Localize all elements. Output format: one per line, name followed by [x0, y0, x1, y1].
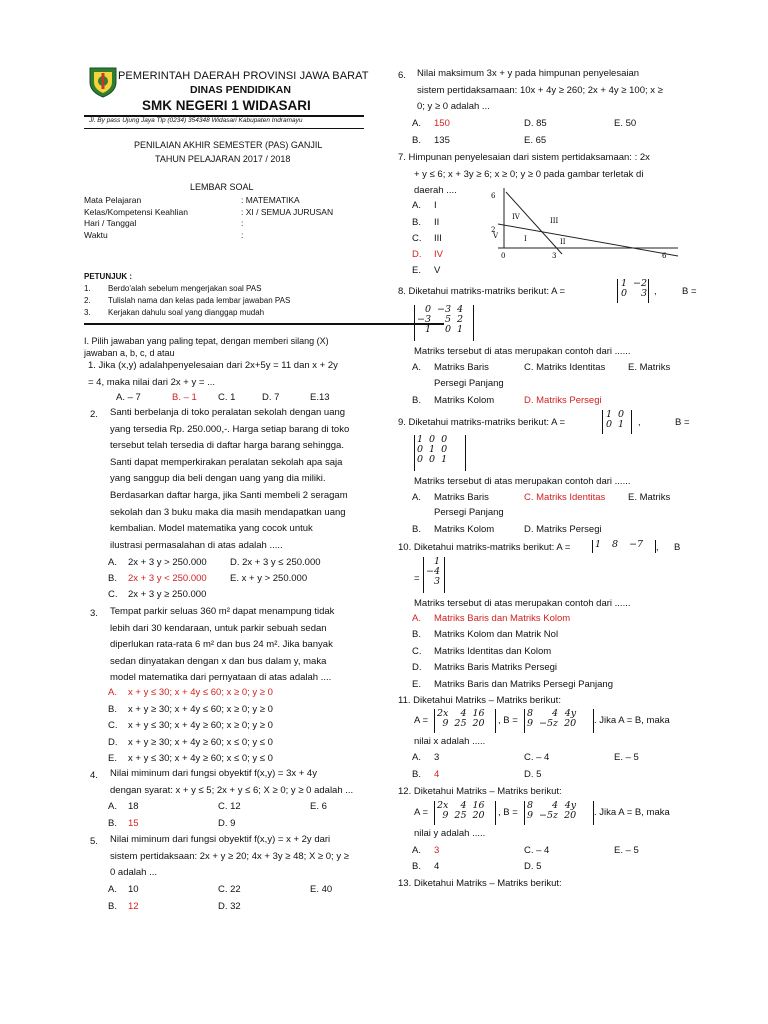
q2-option-d[interactable]: D. 2x + 3 y ≤ 250.000 [230, 557, 321, 568]
q5-letter-b: B. [108, 901, 117, 912]
q9-matrix-a: 1 0 0 1 [602, 410, 627, 430]
q3-option-d[interactable]: x + y ≥ 30; x + 4y ≥ 60; x ≤ 0; y ≤ 0 [128, 737, 273, 748]
q3-number: 3. [90, 608, 98, 619]
q11-letter-b: B. [412, 769, 421, 780]
q1-option-c[interactable]: C. 1 [218, 392, 236, 403]
q9-option-b[interactable]: Matriks Kolom [434, 524, 495, 535]
q12-b-eq: , B = [498, 807, 518, 818]
q8-option-d[interactable]: D. Matriks Persegi [524, 395, 602, 406]
exam-title: PENILAIAN AKHIR SEMESTER (PAS) GANJIL [134, 140, 323, 150]
instructions [84, 271, 290, 319]
question-7: 7. Himpunan penyelesaian dari sistem pertidaksamaan: : 2x + y ≤ 6; x + 3y ≥ 6; x ≥ 0; y ≥ 0 pada gambar terletak di daerah .... [398, 152, 650, 197]
q12-letter-b: B. [412, 861, 421, 872]
q2-letter-c: C. [108, 589, 118, 600]
q12-matrix-b: 8 4 4y 9 −5z 20 [524, 801, 579, 821]
q7-option-c[interactable]: III [434, 233, 442, 244]
section-rule [84, 323, 444, 325]
q7-option-b[interactable]: II [434, 217, 440, 228]
q3-letter-c: C. [108, 720, 118, 731]
q8-option-e[interactable]: E. Matriks [628, 362, 671, 373]
q12-matrix-a: 2x 4 16 9 25 20 [434, 801, 488, 821]
question-11: 11. Diketahui Matriks – Matriks berikut: [398, 695, 561, 706]
q4-option-a[interactable]: 18 [128, 801, 139, 812]
q12-option-d[interactable]: D. 5 [524, 861, 542, 872]
q4-option-e[interactable]: E. 6 [310, 801, 327, 812]
graph-region-iv: IV [512, 213, 520, 221]
q7-option-e[interactable]: V [434, 265, 441, 276]
q10-b-label: B [674, 542, 681, 553]
q7-region-graph [488, 188, 680, 260]
question-1: 1. Jika (x,y) adalahpenyelesaian dari 2x+5y = 11 dan x + 2y = 4, maka nilai dari 2x + y = ... [88, 360, 338, 388]
q3-option-b[interactable]: x + y ≥ 30; x + 4y ≤ 60; x ≥ 0; y ≥ 0 [128, 704, 273, 715]
q11-tail: . Jika A = B, maka [594, 715, 670, 726]
q4-option-d[interactable]: D. 9 [218, 818, 236, 829]
q12-letter-a: A. [412, 845, 421, 856]
q6-letter-b: B. [412, 135, 421, 146]
q10-matrix-a: 1 8 −7 [592, 540, 646, 550]
q10-b-equals: = [414, 573, 420, 584]
graph-tick-x6: 6 [662, 252, 667, 260]
q7-letter-a: A. [412, 200, 421, 211]
q9-option-d[interactable]: D. Matriks Persegi [524, 524, 602, 535]
q4-number: 4. [90, 770, 98, 781]
q6-option-e[interactable]: E. 50 [614, 118, 637, 129]
graph-region-v: V [493, 232, 499, 240]
q12-option-c[interactable]: C. – 4 [524, 845, 550, 856]
q6-letter-a: A. [412, 118, 421, 129]
q11-option-d[interactable]: D. 5 [524, 769, 542, 780]
question-3: Tempat parkir seluas 360 m² dapat menampung tidak lebih dari 30 kendaraan, untuk parkir sebuah sedan diperlukan rata-rata 6 m² dan bus 24 m². Jika banyak sedan dinyatakan dengan x dan bus dalam y, maka model matematika dari pernyataan di atas adalah .... [110, 606, 335, 684]
question-13: 13. Diketahui Matriks – Matriks berikut: [398, 878, 562, 889]
instruction-item: 2. Tulislah nama dan kelas pada lembar jawaban PAS [84, 296, 291, 305]
q9-matrix-b: 1 0 0 0 1 0 0 0 1 [414, 435, 450, 465]
q6-option-d[interactable]: D. 85 [524, 118, 547, 129]
instructions-title: PETUNJUK : [84, 272, 133, 281]
q11-letter-a: A. [412, 752, 421, 763]
q8-option-b[interactable]: Matriks Kolom [434, 395, 495, 406]
q3-option-c[interactable]: x + y ≤ 30; x + 4y ≥ 60; x ≥ 0; y ≥ 0 [128, 720, 273, 731]
q10-option-e[interactable]: Matriks Baris dan Matriks Persegi Panjang [434, 679, 613, 690]
q5-option-c[interactable]: C. 22 [218, 884, 241, 895]
q2-option-c[interactable]: 2x + 3 y ≥ 250.000 [128, 589, 207, 600]
q7-letter-c: C. [412, 233, 422, 244]
info-row: Kelas/Kompetensi Keahlian : XI / SEMUA JURUSAN [84, 206, 334, 217]
question-2: Santi berbelanja di toko peralatan sekolah dengan uang yang tersedia Rp. 250.000,-. Harga setiap barang di toko tersebut telah tersedia di daftar harga barang sehingga. Santi dapat memperkirakan peralatan sekolah apa saja yang sanggup dia beli dengan uang yang dia miliki. Berdasarkan daftar harga, jika Santi membeli 2 seragam sekolah dan 3 buku maka dia masih mendapatkan uang kembalian. Model matematika yang cocok untuk ilustrasi permasalahan di atas adalah ..... [110, 407, 350, 551]
q12-option-a[interactable]: 3 [434, 845, 440, 856]
q11-option-b[interactable]: 4 [434, 769, 440, 780]
q4-option-c[interactable]: C. 12 [218, 801, 241, 812]
q11-a-eq: A = [414, 715, 428, 726]
info-row: Mata Pelajaran : MATEMATIKA [84, 195, 300, 205]
q12-a-eq: A = [414, 807, 428, 818]
q5-number: 5. [90, 836, 98, 847]
q2-letter-a: A. [108, 557, 117, 568]
graph-tick-y6: 6 [491, 192, 496, 200]
q10-comma: , [656, 542, 659, 553]
school-logo [86, 64, 120, 98]
info-block [84, 195, 333, 241]
q7-letter-b: B. [412, 217, 421, 228]
q8-matrix-a: 1 −2 0 3 [617, 279, 650, 299]
q8-matrix-b: 0 −3 4 −3 5 2 1 0 1 [414, 305, 466, 335]
q10-letter-d: D. [412, 662, 422, 673]
q2-option-a[interactable]: 2x + 3 y > 250.000 [128, 557, 207, 568]
q10-letter-a: A. [412, 613, 421, 624]
q1-option-d[interactable]: D. 7 [262, 392, 280, 403]
q12-tail: . Jika A = B, maka [594, 807, 670, 818]
header-school: SMK NEGERI 1 WIDASARI [142, 98, 311, 113]
q12-ask: nilai y adalah ..... [414, 828, 486, 839]
q9-option-e[interactable]: E. Matriks [628, 492, 671, 503]
header-gov: PEMERINTAH DAERAH PROVINSI JAWA BARAT [118, 70, 369, 82]
q8-letter-b: B. [412, 395, 421, 406]
q5-option-b[interactable]: 12 [128, 901, 139, 912]
question-4: Nilai miminum dari fungsi obyektif f(x,y) = 3x + 4y dengan syarat: x + y ≤ 5; 2x + y ≤ 6; X ≥ 0; y ≥ 0 adalah ... [110, 768, 354, 796]
q10-matrix-b: 1 −4 3 [423, 557, 443, 587]
q10-option-c[interactable]: Matriks Identitas dan Kolom [434, 646, 552, 657]
q3-option-e[interactable]: x + y ≤ 30; x + 4y ≥ 60; x ≤ 0; y ≤ 0 [128, 753, 273, 764]
graph-region-ii: II [560, 238, 566, 246]
q3-letter-b: B. [108, 704, 117, 715]
instruction-item: 1. Berdo'alah sebelum mengerjakan soal PAS [84, 284, 262, 293]
q2-letter-b: B. [108, 573, 117, 584]
q7-option-a[interactable]: I [434, 200, 437, 211]
q9-b-label: B = [675, 417, 690, 428]
q10-option-a[interactable]: Matriks Baris dan Matriks Kolom [434, 613, 571, 624]
header-dept: DINAS PENDIDIKAN [190, 84, 291, 96]
q8-b-label: B = [682, 286, 697, 297]
q3-letter-a: A. [108, 687, 117, 698]
q4-letter-b: B. [108, 818, 117, 829]
question-5: Nilai miminum dari fungsi obyektif f(x,y) = x + 2y dari sistem pertidaksaan: 2x + y ≥ 20; 4x + 3y ≥ 48; X ≥ 0; y ≥ 0 adalah ... [110, 834, 349, 879]
q2-option-e[interactable]: E. x + y > 250.000 [230, 573, 308, 584]
graph-tick-y2: 2 [491, 226, 496, 234]
q4-option-b[interactable]: 15 [128, 818, 139, 829]
graph-tick-origin: 0 [501, 252, 506, 260]
q10-letter-b: B. [412, 629, 421, 640]
q10-ask: Matriks tersebut di atas merupakan contoh dari ...... [414, 598, 631, 609]
q10-letter-c: C. [412, 646, 422, 657]
q6-number: 6. [398, 70, 406, 81]
q8-option-c[interactable]: C. Matriks Identitas [524, 362, 606, 373]
q10-letter-e: E. [412, 679, 421, 690]
q9-option-c[interactable]: C. Matriks Identitas [524, 492, 606, 503]
q7-option-d[interactable]: IV [434, 249, 443, 260]
section-instruction: I. Pilih jawaban yang paling tepat, dengan memberi silang (X) jawaban a, b, c, d atau [84, 336, 329, 358]
graph-region-i: I [524, 235, 527, 243]
q1-option-e[interactable]: E.13 [310, 392, 330, 403]
q11-option-c[interactable]: C. – 4 [524, 752, 550, 763]
q8-comma: , [654, 286, 657, 297]
instruction-item: 3. Kerjakan dahulu soal yang dianggap mudah [84, 308, 265, 317]
q2-option-b[interactable]: 2x + 3 y < 250.000 [128, 573, 207, 584]
q1-option-a[interactable]: A. – 7 [116, 392, 141, 403]
q9-option-e-cont: Persegi Panjang [434, 507, 504, 518]
graph-region-iii: III [550, 217, 559, 225]
q6-option-b[interactable]: 135 [434, 135, 450, 146]
q8-option-a[interactable]: Matriks Baris [434, 362, 489, 373]
q2-number: 2. [90, 409, 98, 420]
question-6: Nilai maksimum 3x + y pada himpunan penyelesaian sistem pertidaksamaan: 10x + 4y ≥ 260; 2x + 4y ≥ 100; x ≥ 0; y ≥ 0 adalah ... [417, 68, 663, 113]
question-8: 8. Diketahui matriks-matriks berikut: A = [398, 286, 566, 297]
q3-letter-d: D. [108, 737, 118, 748]
q12-option-b[interactable]: 4 [434, 861, 440, 872]
q11-option-e[interactable]: E. – 5 [614, 752, 639, 763]
q4-letter-a: A. [108, 801, 117, 812]
q5-option-e[interactable]: E. 40 [310, 884, 333, 895]
q11-ask: nilai x adalah ..... [414, 736, 486, 747]
q9-letter-b: B. [412, 524, 421, 535]
q10-option-d[interactable]: Matriks Baris Matriks Persegi [434, 662, 557, 673]
q7-letter-e: E. [412, 265, 421, 276]
q11-matrix-b: 8 4 4y 9 −5z 20 [524, 709, 579, 729]
question-9: 9. Diketahui matriks-matriks berikut: A = [398, 417, 566, 428]
q1-option-b[interactable]: B. – 1 [172, 392, 197, 403]
graph-tick-x3: 3 [552, 252, 557, 260]
q9-letter-a: A. [412, 492, 421, 503]
exam-year: TAHUN PELAJARAN 2017 / 2018 [155, 154, 291, 164]
q11-b-eq: , B = [498, 715, 518, 726]
q11-matrix-a: 2x 4 16 9 25 20 [434, 709, 488, 729]
q10-option-b[interactable]: Matriks Kolom dan Matrik Nol [434, 629, 559, 640]
header-rule-bottom [84, 128, 364, 129]
header-address: Jl. By pass Ujung Jaya Tlp (0234) 354348 Widasari Kabupaten Indramayu [89, 117, 303, 124]
q5-option-d[interactable]: D. 32 [218, 901, 241, 912]
sheet-title: LEMBAR SOAL [190, 182, 254, 192]
q8-letter-a: A. [412, 362, 421, 373]
q5-letter-a: A. [108, 884, 117, 895]
q6-option-a[interactable]: 150 [434, 118, 450, 129]
q9-ask: Matriks tersebut di atas merupakan contoh dari ...... [414, 476, 631, 487]
q11-option-a[interactable]: 3 [434, 752, 440, 763]
info-row: Hari / Tanggal : [84, 218, 244, 228]
q5-option-a[interactable]: 10 [128, 884, 139, 895]
q3-option-a[interactable]: x + y ≤ 30; x + 4y ≤ 60; x ≥ 0; y ≥ 0 [128, 687, 273, 698]
q7-letter-d: D. [412, 249, 422, 260]
q6-option-e2[interactable]: E. 65 [524, 135, 547, 146]
q8-ask: Matriks tersebut di atas merupakan contoh dari ...... [414, 346, 631, 357]
q9-comma: , [638, 417, 641, 428]
q9-option-a[interactable]: Matriks Baris [434, 492, 489, 503]
q3-letter-e: E. [108, 753, 117, 764]
q12-option-e[interactable]: E. – 5 [614, 845, 639, 856]
q8-option-e-cont: Persegi Panjang [434, 378, 504, 389]
info-row: Waktu : [84, 229, 244, 240]
question-10: 10. Diketahui matriks-matriks berikut: A = [398, 542, 571, 553]
question-12: 12. Diketahui Matriks – Matriks berikut: [398, 786, 562, 797]
